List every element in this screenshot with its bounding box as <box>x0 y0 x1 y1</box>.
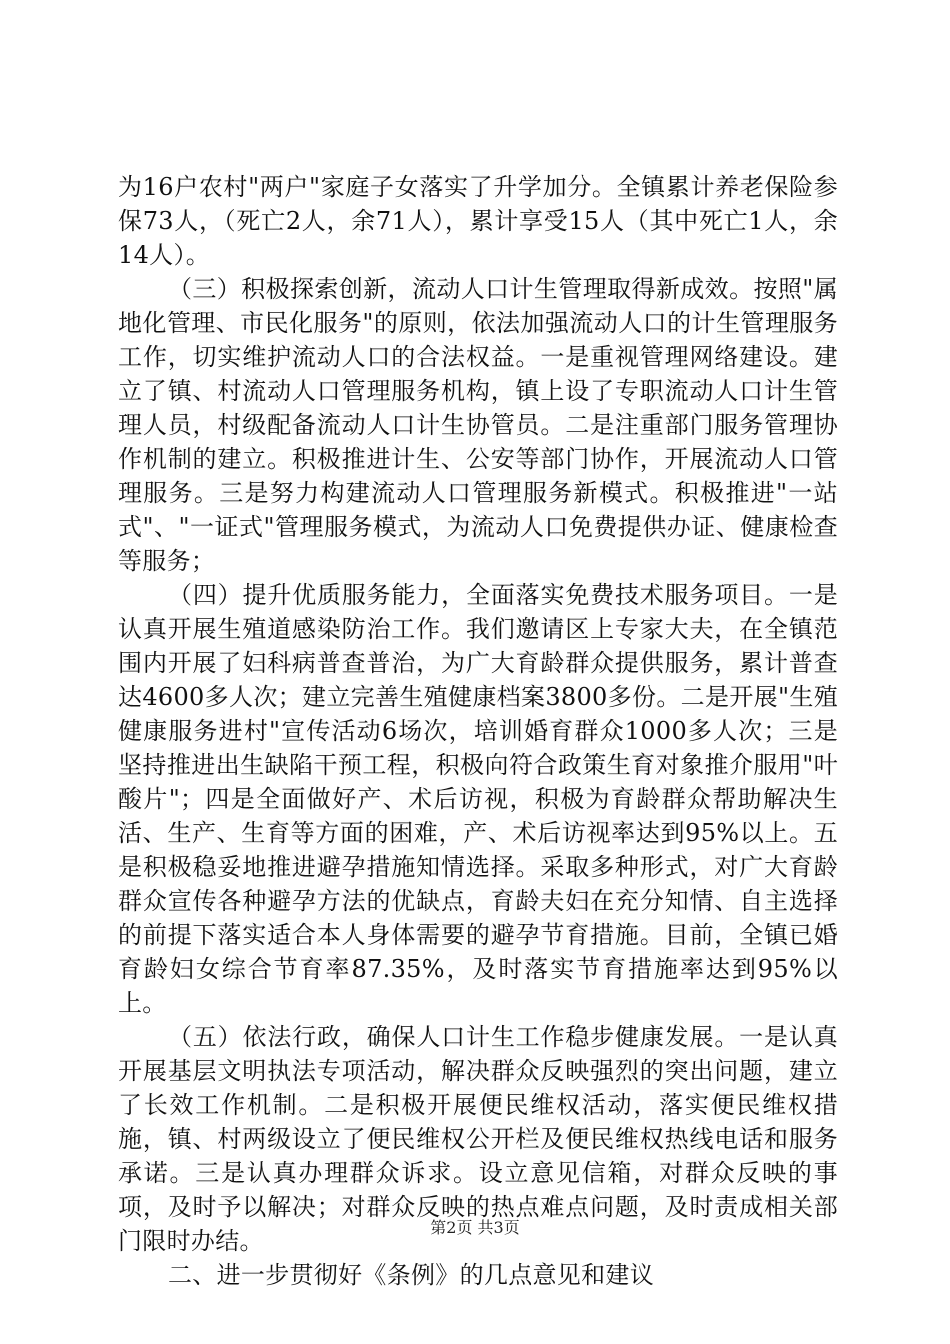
page-number-footer: 第2页 共3页 <box>430 1218 520 1237</box>
paragraph-floating-population: （三）积极探索创新，流动人口计生管理取得新成效。按照"属地化管理、市民化服务"的原则，依法加强流动人口的计生管理服务工作，切实维护流动人口的合法权益。一是重视管理网络建设。建立了镇、村流动人口管理服务机构，镇上设了专职流动人口计生管理人员，村级配备流动人口计生协管员。二是注重部门服务管理协作机制的建立。积极推进计生、公安等部门协作，开展流动人口管理服务。三是努力构建流动人口管理服务新模式。积极推进"一站式"、"一证式"管理服务模式，为流动人口免费提供办证、健康检查等服务； <box>118 275 838 575</box>
paragraph-pension-summary: 为16户农村"两户"家庭子女落实了升学加分。全镇累计养老保险参保73人，（死亡2人，余71人），累计享受15人（其中死亡1人，余14人）。 <box>118 173 838 269</box>
paragraph-quality-service: （四）提升优质服务能力，全面落实免费技术服务项目。一是认真开展生殖道感染防治工作。我们邀请区上专家大夫，在全镇范围内开展了妇科病普查普治，为广大育龄群众提供服务，累计普查达4600多人次；建立完善生殖健康档案3800多份。二是开展"生殖健康服务进村"宣传活动6场次，培训婚育群众1000多人次；三是坚持推进出生缺陷干预工程，积极向符合政策生育对象推介服用"叶酸片"；四是全面做好产、术后访视，积极为育龄群众帮助解决生活、生产、生育等方面的困难，产、术后访视率达到95%以上。五是积极稳妥地推进避孕措施知情选择。采取多种形式，对广大育龄群众宣传各种避孕方法的优缺点，育龄夫妇在充分知情、自主选择的前提下落实适合本人身体需要的避孕节育措施。目前，全镇已婚育龄妇女综合节育率87.35%，及时落实节育措施率达到95%以上。 <box>118 581 838 1017</box>
paragraph-administration-by-law: （五）依法行政，确保人口计生工作稳步健康发展。一是认真开展基层文明执法专项活动，解决群众反映强烈的突出问题，建立了长效工作机制。二是积极开展便民维权活动，落实便民维权措施，镇、村两级设立了便民维权公开栏及便民维权热线电话和服务承诺。三是认真办理群众诉求。设立意见信箱，对群众反映的事项，及时予以解决；对群众反映的热点难点问题，及时责成相关部门限时办结。 <box>118 1023 838 1255</box>
section-heading-suggestions: 二、进一步贯彻好《条例》的几点意见和建议 <box>168 1261 654 1289</box>
document-body <box>118 170 838 1292</box>
